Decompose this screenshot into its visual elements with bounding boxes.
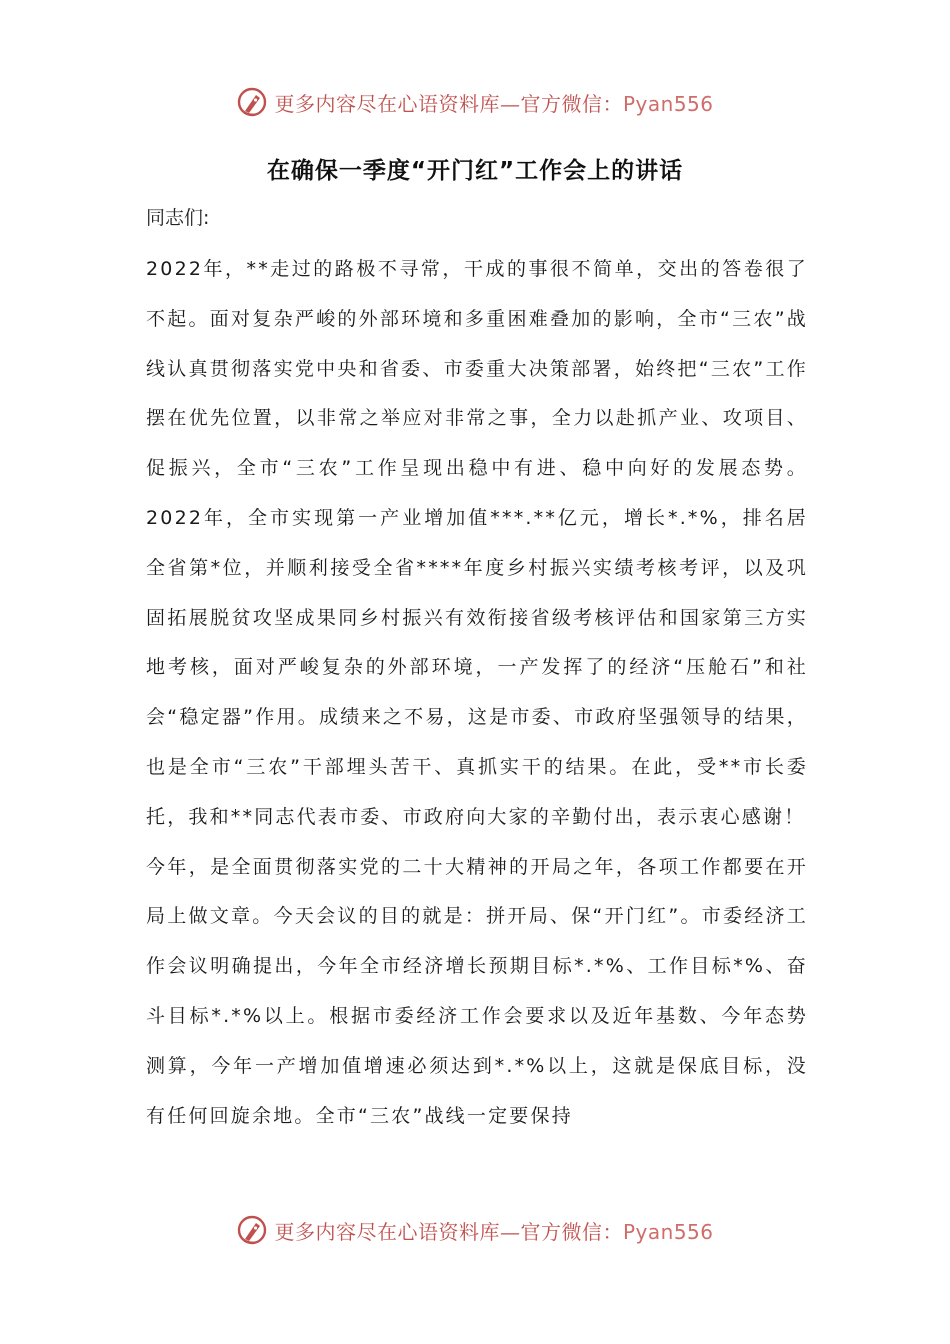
document-title: 在确保一季度“开门红”工作会上的讲话 — [266, 158, 684, 184]
pen-nib-circle-icon — [236, 86, 268, 118]
paragraph-2: 今年，是全面贯彻落实党的二十大精神的开局之年，各项工作都要在开局上做文章。今天会议的目的就是：拼开局、保“开门红”。市委经济工作会议明确提出，今年全市经济增长预期目标*.*%、工作目标*%、奋斗目标*.*%以上。根据市委经济工作会要求以及近年基数、今年态势测算，今年一产增加值增速必须达到*.*%以上，这就是保底目标，没有任何回旋余地。全市“三农”战线一定要保持 — [146, 855, 808, 1127]
wechat-id: Pyan556 — [622, 1219, 714, 1244]
footer-watermark — [0, 1210, 950, 1250]
salutation: 同志们: — [146, 207, 210, 229]
document-body — [146, 245, 808, 1141]
wechat-id: Pyan556 — [622, 91, 714, 116]
pen-nib-circle-icon — [236, 1214, 268, 1246]
header-watermark — [0, 82, 950, 122]
watermark-text: 更多内容尽在心语资料库—官方微信：Pyan556 — [274, 1219, 714, 1244]
paragraph-1: 2022年，**走过的路极不寻常，干成的事很不简单，交出的答卷很了不起。面对复杂严峻的外部环境和多重困难叠加的影响，全市“三农”战线认真贯彻落实党中央和省委、市委重大决策部署，始终把“三农”工作摆在优先位置，以非常之举应对非常之事，全力以赴抓产业、攻项目、促振兴，全市“三农”工作呈现出稳中有进、稳中向好的发展态势。2022年，全市实现第一产业增加值***.**亿元，增长*.*%，排名居全省第*位，并顺利接受全省****年度乡村振兴实绩考核考评，以及巩固拓展脱贫攻坚成果同乡村振兴有效衔接省级考核评估和国家第三方实地考核，面对严峻复杂的外部环境，一产发挥了的经济“压舱石”和社会“稳定器”作用。成绩来之不易，这是市委、市政府坚强领导的结果，也是全市“三农”干部埋头苦干、真抓实干的结果。在此，受**市长委托，我和**同志代表市委、市政府向大家的辛勤付出，表示衷心感谢！ — [146, 258, 808, 828]
watermark-text: 更多内容尽在心语资料库—官方微信：Pyan556 — [274, 91, 714, 116]
